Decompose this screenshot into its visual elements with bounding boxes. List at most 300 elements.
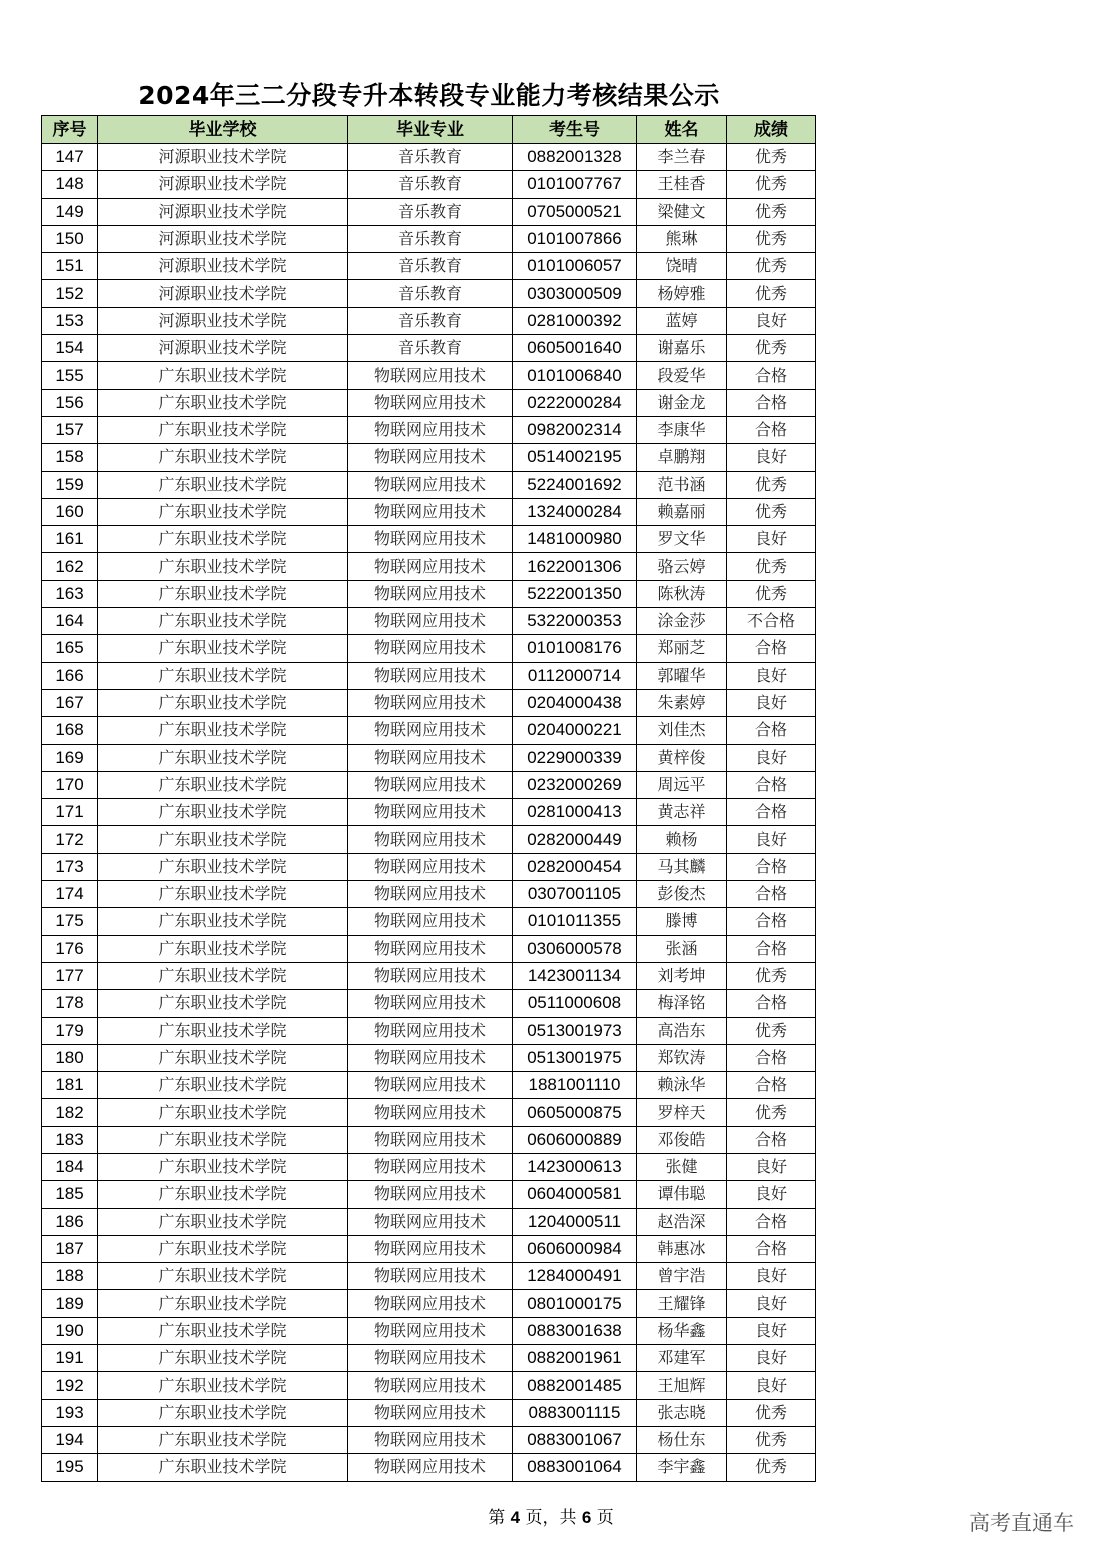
cell-name: 王耀锋	[637, 1290, 727, 1317]
cell-index: 168	[42, 717, 98, 744]
cell-grade: 优秀	[727, 280, 816, 307]
cell-grade: 合格	[727, 881, 816, 908]
cell-index: 167	[42, 689, 98, 716]
footer-suffix: 页	[596, 1508, 614, 1528]
cell-index: 190	[42, 1317, 98, 1344]
table-row	[42, 1153, 816, 1180]
cell-exam-id: 0281000392	[513, 307, 637, 334]
cell-grade: 合格	[727, 771, 816, 798]
cell-grade: 合格	[727, 362, 816, 389]
cell-index: 178	[42, 990, 98, 1017]
cell-major: 音乐教育	[348, 253, 513, 280]
cell-major: 物联网应用技术	[348, 1399, 513, 1426]
cell-exam-id: 1324000284	[513, 498, 637, 525]
table-row	[42, 1372, 816, 1399]
cell-name: 黄梓俊	[637, 744, 727, 771]
cell-grade: 优秀	[727, 335, 816, 362]
cell-major: 物联网应用技术	[348, 1044, 513, 1071]
col-header-school: 毕业学校	[98, 116, 348, 144]
cell-name: 谢嘉乐	[637, 335, 727, 362]
cell-name: 彭俊杰	[637, 881, 727, 908]
cell-school: 广东职业技术学院	[98, 1153, 348, 1180]
cell-name: 周远平	[637, 771, 727, 798]
cell-school: 广东职业技术学院	[98, 1454, 348, 1481]
cell-name: 卓鹏翔	[637, 444, 727, 471]
cell-school: 广东职业技术学院	[98, 416, 348, 443]
cell-index: 151	[42, 253, 98, 280]
cell-grade: 良好	[727, 307, 816, 334]
table-row	[42, 1072, 816, 1099]
cell-school: 广东职业技术学院	[98, 389, 348, 416]
cell-name: 李兰春	[637, 144, 727, 171]
results-table	[41, 115, 816, 1482]
cell-school: 河源职业技术学院	[98, 253, 348, 280]
cell-major: 物联网应用技术	[348, 826, 513, 853]
cell-major: 物联网应用技术	[348, 935, 513, 962]
col-header-major: 毕业专业	[348, 116, 513, 144]
cell-school: 广东职业技术学院	[98, 853, 348, 880]
cell-exam-id: 5322000353	[513, 608, 637, 635]
cell-name: 涂金莎	[637, 608, 727, 635]
cell-name: 罗文华	[637, 526, 727, 553]
cell-index: 184	[42, 1153, 98, 1180]
cell-index: 156	[42, 389, 98, 416]
cell-name: 高浩东	[637, 1017, 727, 1044]
cell-major: 物联网应用技术	[348, 444, 513, 471]
cell-exam-id: 0112000714	[513, 662, 637, 689]
cell-major: 音乐教育	[348, 335, 513, 362]
cell-exam-id: 1204000511	[513, 1208, 637, 1235]
table-row	[42, 1181, 816, 1208]
footer-total-pages: 6	[581, 1508, 592, 1527]
cell-major: 物联网应用技术	[348, 1317, 513, 1344]
cell-school: 广东职业技术学院	[98, 1044, 348, 1071]
table-row	[42, 853, 816, 880]
cell-name: 马其麟	[637, 853, 727, 880]
table-row	[42, 1263, 816, 1290]
cell-name: 杨华鑫	[637, 1317, 727, 1344]
cell-school: 广东职业技术学院	[98, 744, 348, 771]
cell-major: 物联网应用技术	[348, 662, 513, 689]
table-row	[42, 689, 816, 716]
cell-major: 物联网应用技术	[348, 881, 513, 908]
cell-major: 物联网应用技术	[348, 1181, 513, 1208]
cell-major: 物联网应用技术	[348, 1017, 513, 1044]
table-row	[42, 471, 816, 498]
cell-school: 广东职业技术学院	[98, 498, 348, 525]
cell-index: 193	[42, 1399, 98, 1426]
cell-grade: 合格	[727, 1126, 816, 1153]
table-row	[42, 1208, 816, 1235]
cell-school: 河源职业技术学院	[98, 198, 348, 225]
cell-index: 157	[42, 416, 98, 443]
cell-name: 李康华	[637, 416, 727, 443]
cell-exam-id: 0605000875	[513, 1099, 637, 1126]
table-row	[42, 280, 816, 307]
cell-school: 河源职业技术学院	[98, 335, 348, 362]
cell-grade: 合格	[727, 389, 816, 416]
cell-exam-id: 1423000613	[513, 1153, 637, 1180]
cell-major: 音乐教育	[348, 171, 513, 198]
cell-school: 广东职业技术学院	[98, 580, 348, 607]
cell-school: 广东职业技术学院	[98, 1181, 348, 1208]
watermark-text: 高考直通车	[969, 1511, 1074, 1535]
cell-name: 熊琳	[637, 225, 727, 252]
cell-exam-id: 0307001105	[513, 881, 637, 908]
table-row	[42, 225, 816, 252]
footer-prefix: 第	[488, 1508, 506, 1528]
cell-major: 物联网应用技术	[348, 526, 513, 553]
table-row	[42, 608, 816, 635]
cell-index: 164	[42, 608, 98, 635]
cell-major: 物联网应用技术	[348, 1235, 513, 1262]
table-row	[42, 1044, 816, 1071]
cell-exam-id: 0282000454	[513, 853, 637, 880]
cell-major: 物联网应用技术	[348, 1372, 513, 1399]
cell-school: 广东职业技术学院	[98, 1235, 348, 1262]
cell-major: 物联网应用技术	[348, 962, 513, 989]
cell-major: 物联网应用技术	[348, 1126, 513, 1153]
cell-school: 广东职业技术学院	[98, 1208, 348, 1235]
cell-index: 181	[42, 1072, 98, 1099]
page-title: 2024年三二分段专升本转段专业能力考核结果公示	[138, 81, 720, 110]
cell-school: 广东职业技术学院	[98, 553, 348, 580]
cell-school: 广东职业技术学院	[98, 608, 348, 635]
table-row	[42, 1317, 816, 1344]
cell-major: 物联网应用技术	[348, 1290, 513, 1317]
table-row	[42, 553, 816, 580]
cell-index: 172	[42, 826, 98, 853]
cell-exam-id: 0705000521	[513, 198, 637, 225]
cell-major: 物联网应用技术	[348, 389, 513, 416]
cell-school: 广东职业技术学院	[98, 1126, 348, 1153]
cell-grade: 优秀	[727, 198, 816, 225]
table-row	[42, 389, 816, 416]
cell-school: 广东职业技术学院	[98, 662, 348, 689]
cell-index: 160	[42, 498, 98, 525]
cell-exam-id: 5222001350	[513, 580, 637, 607]
cell-school: 广东职业技术学院	[98, 689, 348, 716]
cell-index: 174	[42, 881, 98, 908]
table-header-row	[42, 116, 816, 144]
cell-school: 广东职业技术学院	[98, 444, 348, 471]
table-row	[42, 744, 816, 771]
cell-school: 河源职业技术学院	[98, 171, 348, 198]
col-header-name: 姓名	[637, 116, 727, 144]
cell-school: 广东职业技术学院	[98, 717, 348, 744]
cell-exam-id: 0604000581	[513, 1181, 637, 1208]
table-row	[42, 635, 816, 662]
cell-major: 物联网应用技术	[348, 362, 513, 389]
cell-name: 梅泽铭	[637, 990, 727, 1017]
cell-exam-id: 0232000269	[513, 771, 637, 798]
cell-school: 河源职业技术学院	[98, 225, 348, 252]
cell-grade: 合格	[727, 990, 816, 1017]
cell-major: 音乐教育	[348, 307, 513, 334]
table-row	[42, 1454, 816, 1481]
cell-school: 广东职业技术学院	[98, 1290, 348, 1317]
table-row	[42, 198, 816, 225]
cell-major: 物联网应用技术	[348, 635, 513, 662]
cell-exam-id: 0883001067	[513, 1426, 637, 1453]
cell-name: 梁健文	[637, 198, 727, 225]
cell-school: 广东职业技术学院	[98, 1017, 348, 1044]
cell-index: 171	[42, 799, 98, 826]
cell-index: 163	[42, 580, 98, 607]
col-header-grade: 成绩	[727, 116, 816, 144]
cell-exam-id: 0101006840	[513, 362, 637, 389]
cell-grade: 优秀	[727, 498, 816, 525]
cell-exam-id: 0229000339	[513, 744, 637, 771]
table-row	[42, 307, 816, 334]
cell-name: 段爱华	[637, 362, 727, 389]
cell-exam-id: 1481000980	[513, 526, 637, 553]
cell-major: 物联网应用技术	[348, 689, 513, 716]
cell-name: 朱素婷	[637, 689, 727, 716]
cell-grade: 合格	[727, 1072, 816, 1099]
cell-grade: 合格	[727, 717, 816, 744]
cell-index: 194	[42, 1426, 98, 1453]
cell-index: 154	[42, 335, 98, 362]
table-row	[42, 1235, 816, 1262]
cell-exam-id: 0204000221	[513, 717, 637, 744]
table-row	[42, 171, 816, 198]
cell-grade: 优秀	[727, 1399, 816, 1426]
cell-name: 刘佳杰	[637, 717, 727, 744]
cell-index: 185	[42, 1181, 98, 1208]
cell-exam-id: 0882001485	[513, 1372, 637, 1399]
table-row	[42, 717, 816, 744]
cell-grade: 合格	[727, 799, 816, 826]
cell-index: 158	[42, 444, 98, 471]
cell-school: 广东职业技术学院	[98, 1317, 348, 1344]
cell-school: 广东职业技术学院	[98, 1072, 348, 1099]
cell-school: 广东职业技术学院	[98, 771, 348, 798]
cell-major: 物联网应用技术	[348, 717, 513, 744]
table-row	[42, 881, 816, 908]
table-row	[42, 962, 816, 989]
cell-name: 赖嘉丽	[637, 498, 727, 525]
table-row	[42, 1290, 816, 1317]
table-row	[42, 1099, 816, 1126]
table-row	[42, 826, 816, 853]
cell-grade: 良好	[727, 1153, 816, 1180]
cell-index: 176	[42, 935, 98, 962]
cell-exam-id: 5224001692	[513, 471, 637, 498]
cell-grade: 不合格	[727, 608, 816, 635]
cell-school: 广东职业技术学院	[98, 962, 348, 989]
cell-index: 188	[42, 1263, 98, 1290]
cell-exam-id: 0101011355	[513, 908, 637, 935]
cell-exam-id: 0101007767	[513, 171, 637, 198]
cell-grade: 良好	[727, 1372, 816, 1399]
cell-index: 189	[42, 1290, 98, 1317]
table-row	[42, 1426, 816, 1453]
cell-name: 赖杨	[637, 826, 727, 853]
cell-exam-id: 0882001961	[513, 1345, 637, 1372]
cell-exam-id: 0606000889	[513, 1126, 637, 1153]
cell-index: 159	[42, 471, 98, 498]
cell-name: 王旭辉	[637, 1372, 727, 1399]
cell-major: 物联网应用技术	[348, 608, 513, 635]
table-row	[42, 498, 816, 525]
cell-school: 河源职业技术学院	[98, 307, 348, 334]
cell-index: 177	[42, 962, 98, 989]
cell-name: 饶晴	[637, 253, 727, 280]
cell-exam-id: 0514002195	[513, 444, 637, 471]
cell-index: 186	[42, 1208, 98, 1235]
cell-name: 蓝婷	[637, 307, 727, 334]
cell-school: 广东职业技术学院	[98, 908, 348, 935]
table-row	[42, 580, 816, 607]
cell-grade: 优秀	[727, 1017, 816, 1044]
cell-index: 149	[42, 198, 98, 225]
cell-major: 物联网应用技术	[348, 771, 513, 798]
cell-name: 杨仕东	[637, 1426, 727, 1453]
col-header-exam-id: 考生号	[513, 116, 637, 144]
cell-major: 物联网应用技术	[348, 990, 513, 1017]
cell-name: 张健	[637, 1153, 727, 1180]
cell-grade: 优秀	[727, 962, 816, 989]
cell-grade: 优秀	[727, 144, 816, 171]
cell-school: 广东职业技术学院	[98, 1263, 348, 1290]
cell-grade: 优秀	[727, 171, 816, 198]
cell-major: 物联网应用技术	[348, 1263, 513, 1290]
cell-grade: 良好	[727, 526, 816, 553]
cell-name: 郑钦涛	[637, 1044, 727, 1071]
cell-school: 广东职业技术学院	[98, 826, 348, 853]
cell-exam-id: 0606000984	[513, 1235, 637, 1262]
cell-grade: 合格	[727, 853, 816, 880]
cell-grade: 良好	[727, 1317, 816, 1344]
table-row	[42, 935, 816, 962]
cell-major: 音乐教育	[348, 280, 513, 307]
cell-grade: 优秀	[727, 253, 816, 280]
cell-grade: 优秀	[727, 1426, 816, 1453]
cell-exam-id: 0513001973	[513, 1017, 637, 1044]
cell-major: 音乐教育	[348, 144, 513, 171]
cell-grade: 良好	[727, 689, 816, 716]
cell-name: 王桂香	[637, 171, 727, 198]
table-row	[42, 144, 816, 171]
cell-index: 169	[42, 744, 98, 771]
cell-exam-id: 0982002314	[513, 416, 637, 443]
table-row	[42, 526, 816, 553]
cell-school: 广东职业技术学院	[98, 635, 348, 662]
cell-exam-id: 0281000413	[513, 799, 637, 826]
cell-index: 161	[42, 526, 98, 553]
cell-school: 广东职业技术学院	[98, 1399, 348, 1426]
cell-name: 谭伟聪	[637, 1181, 727, 1208]
cell-name: 陈秋涛	[637, 580, 727, 607]
cell-name: 赵浩深	[637, 1208, 727, 1235]
cell-name: 张志晓	[637, 1399, 727, 1426]
cell-major: 物联网应用技术	[348, 1454, 513, 1481]
cell-grade: 合格	[727, 1044, 816, 1071]
cell-grade: 良好	[727, 1263, 816, 1290]
cell-index: 187	[42, 1235, 98, 1262]
cell-school: 广东职业技术学院	[98, 799, 348, 826]
table-row	[42, 335, 816, 362]
cell-exam-id: 1284000491	[513, 1263, 637, 1290]
cell-major: 音乐教育	[348, 198, 513, 225]
table-row	[42, 444, 816, 471]
cell-major: 物联网应用技术	[348, 580, 513, 607]
cell-major: 物联网应用技术	[348, 908, 513, 935]
cell-grade: 优秀	[727, 1454, 816, 1481]
cell-exam-id: 0101008176	[513, 635, 637, 662]
cell-exam-id: 0882001328	[513, 144, 637, 171]
cell-grade: 良好	[727, 1345, 816, 1372]
cell-exam-id: 0222000284	[513, 389, 637, 416]
cell-school: 河源职业技术学院	[98, 280, 348, 307]
table-row	[42, 662, 816, 689]
cell-grade: 优秀	[727, 553, 816, 580]
cell-exam-id: 1622001306	[513, 553, 637, 580]
cell-major: 物联网应用技术	[348, 1153, 513, 1180]
cell-index: 155	[42, 362, 98, 389]
cell-index: 147	[42, 144, 98, 171]
cell-grade: 优秀	[727, 1099, 816, 1126]
cell-major: 物联网应用技术	[348, 1345, 513, 1372]
cell-exam-id: 0303000509	[513, 280, 637, 307]
cell-index: 183	[42, 1126, 98, 1153]
cell-school: 河源职业技术学院	[98, 144, 348, 171]
cell-name: 杨婷雅	[637, 280, 727, 307]
cell-name: 郭曜华	[637, 662, 727, 689]
cell-name: 郑丽芝	[637, 635, 727, 662]
cell-grade: 优秀	[727, 580, 816, 607]
page-footer	[0, 1503, 1102, 1528]
cell-exam-id: 0511000608	[513, 990, 637, 1017]
cell-major: 物联网应用技术	[348, 1426, 513, 1453]
cell-index: 166	[42, 662, 98, 689]
table-row	[42, 799, 816, 826]
cell-major: 物联网应用技术	[348, 553, 513, 580]
cell-grade: 良好	[727, 826, 816, 853]
cell-major: 音乐教育	[348, 225, 513, 252]
cell-school: 广东职业技术学院	[98, 1345, 348, 1372]
cell-index: 162	[42, 553, 98, 580]
cell-index: 175	[42, 908, 98, 935]
cell-major: 物联网应用技术	[348, 853, 513, 880]
cell-name: 邓俊皓	[637, 1126, 727, 1153]
cell-index: 165	[42, 635, 98, 662]
cell-grade: 合格	[727, 908, 816, 935]
cell-index: 191	[42, 1345, 98, 1372]
cell-index: 170	[42, 771, 98, 798]
cell-school: 广东职业技术学院	[98, 471, 348, 498]
table-row	[42, 908, 816, 935]
cell-name: 刘考坤	[637, 962, 727, 989]
cell-exam-id: 0101006057	[513, 253, 637, 280]
cell-school: 广东职业技术学院	[98, 1372, 348, 1399]
cell-exam-id: 0801000175	[513, 1290, 637, 1317]
table-row	[42, 416, 816, 443]
cell-exam-id: 1881001110	[513, 1072, 637, 1099]
cell-index: 179	[42, 1017, 98, 1044]
table-row	[42, 771, 816, 798]
cell-name: 谢金龙	[637, 389, 727, 416]
cell-school: 广东职业技术学院	[98, 1099, 348, 1126]
cell-grade: 良好	[727, 1290, 816, 1317]
cell-index: 182	[42, 1099, 98, 1126]
cell-index: 153	[42, 307, 98, 334]
cell-exam-id: 0883001115	[513, 1399, 637, 1426]
cell-exam-id: 0605001640	[513, 335, 637, 362]
cell-grade: 合格	[727, 935, 816, 962]
cell-grade: 合格	[727, 1208, 816, 1235]
